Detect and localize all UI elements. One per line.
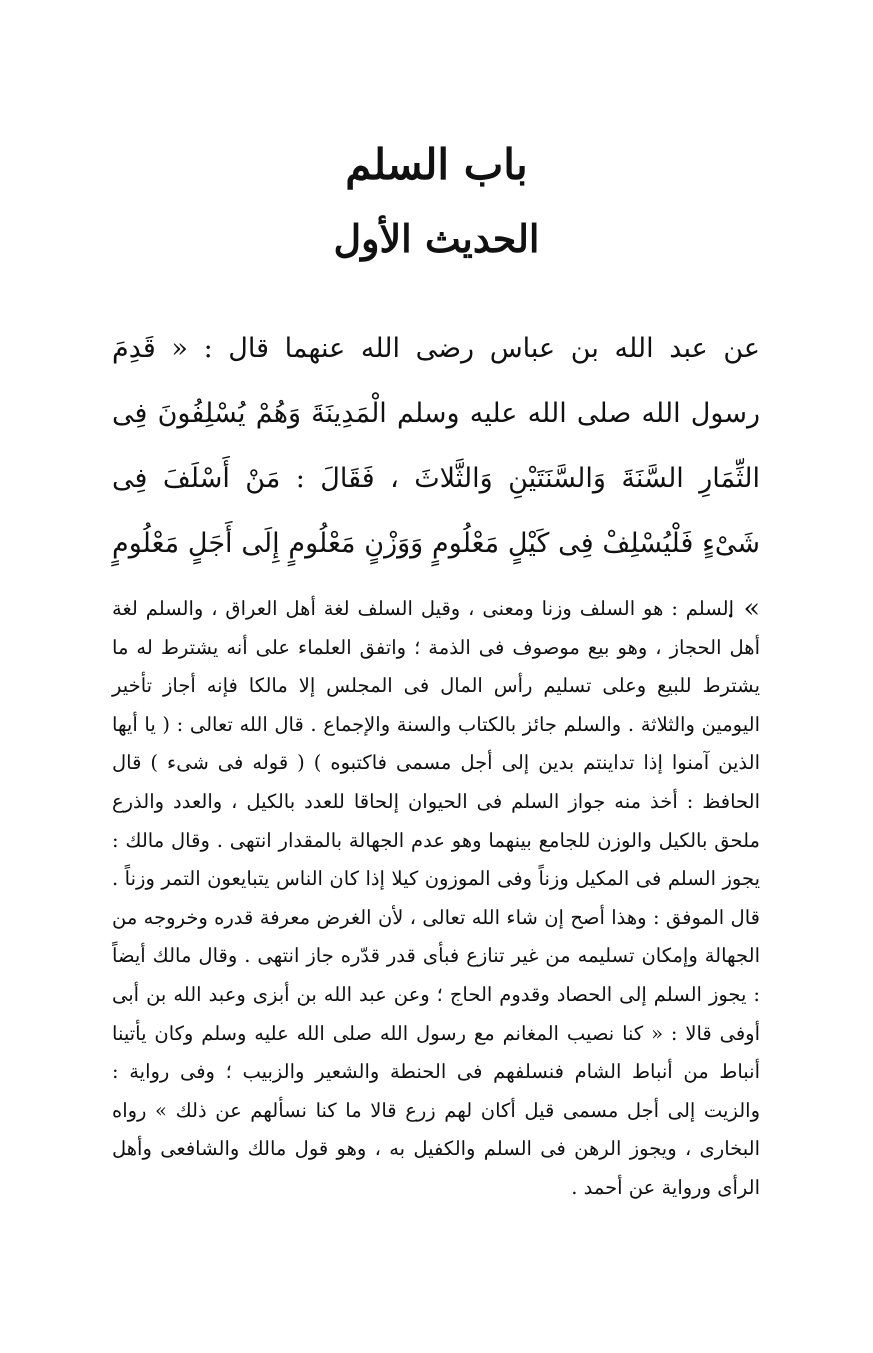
commentary bbox=[112, 590, 760, 1208]
hadith-text: عن عبد الله بن عباس رضى الله عنهما قال : « قَدِمَ رسول الله صلى الله عليه وسلم الْمَدِينَةَ وَهُمْ يُسْلِفُونَ فِى الثِّمَارِ السَّنَةَ وَالسَّنَتَيْنِ وَالثَّلاثَ ، فَقَالَ : مَنْ أَسْلَفَ فِى شَىْءٍ فَلْيُسْلِفْ فِى كَيْلٍ مَعْلُومٍ وَوَزْنٍ مَعْلُومٍ إِلَى أَجَلٍ مَعْلُومٍ » . bbox=[112, 333, 760, 624]
chapter-title: باب السلم bbox=[345, 140, 528, 189]
hadith-title: الحديث الأول bbox=[333, 216, 540, 262]
headings bbox=[0, 140, 873, 262]
commentary-paragraph: السلم : هو السلف وزنا ومعنى ، وقيل السلف لغة أهل العراق ، والسلم لغة أهل الحجاز ، وهو بيع موصوف فى الذمة ؛ واتفق العلماء على أنه يشترط له ما يشترط للبيع وعلى تسليم رأس المال فى المجلس إلا مالكا فإنه أجاز تأخير اليومين والثلاثة . والسلم جائز بالكتاب والسنة والإجماع . قال الله تعالى : ( يا أيها الذين آمنوا إذا تداينتم بدين إلى أجل مسمى فاكتبوه ) ( قوله فى شىء ) قال الحافظ : أخذ منه جواز السلم فى الحيوان إلحاقا للعدد بالكيل ، والعدد والذرع ملحق بالكيل والوزن للجامع بينهما وهو عدم الجهالة بالمقدار انتهى . وقال مالك : يجوز السلم فى المكيل وزناً وفى الموزون كيلا إذا كان الناس يتبايعون التمر وزناً . قال الموفق : وهذا أصح إن شاء الله تعالى ، لأن الغرض معرفة قدره وخروجه من الجهالة وإمكان تسليمه من غير تنازع فبأى قدر قدّره جاز انتهى . وقال مالك أيضاً : يجوز السلم إلى الحصاد وقدوم الحاج ؛ وعن عبد الله بن أبزى وعبد الله بن أبى أوفى قالا : « كنا نصيب المغانم مع رسول الله صلى الله عليه وسلم وكان يأتينا أنباط من أنباط الشام فنسلفهم فى الحنطة والشعير والزبيب ؛ وفى رواية : والزيت إلى أجل مسمى قيل أكان لهم زرع قالا ما كنا نسألهم عن ذلك » رواه البخارى ، ويجوز الرهن فى السلم والكفيل به ، وهو قول مالك والشافعى وأهل الرأى ورواية عن أحمد . bbox=[112, 597, 760, 1199]
